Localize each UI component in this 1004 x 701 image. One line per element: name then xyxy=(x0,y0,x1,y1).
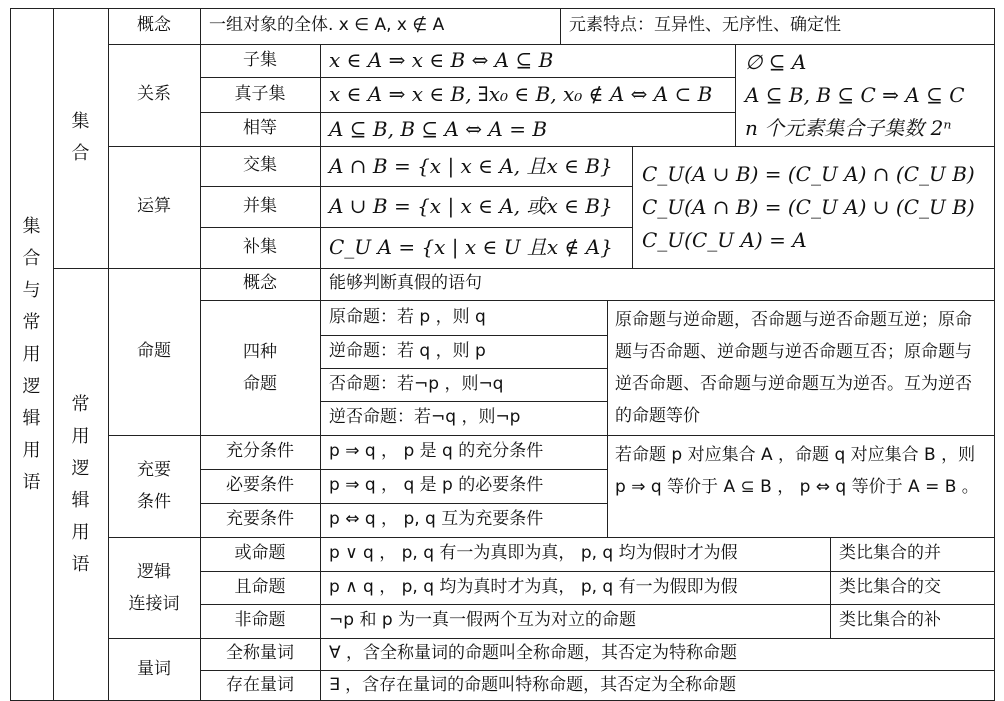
operation-note: C_U(A ∪ B) = (C_U A) ∩ (C_U B) xyxy=(642,161,975,186)
connective-text: p ∧ q ， p, q 均为真时才为真， p, q 有一为假即为假 xyxy=(329,576,738,597)
quantifier-text: ∀ ，含全称量词的命题叫全称命题，其否定为特称命题 xyxy=(329,643,738,664)
four-proposition: 否命题：若¬p ，则¬q xyxy=(329,373,504,394)
set-concept-label: 概念 xyxy=(137,15,171,36)
relation-name: 真子集 xyxy=(234,83,286,104)
relation-formula: A ⊆ B, B ⊆ A ⇔ A = B xyxy=(329,116,548,141)
operation-formula: C_U A = {x | x ∈ U 且x ∉ A} xyxy=(329,235,613,259)
condition-text: p ⇔ q ， p, q 互为充要条件 xyxy=(329,509,544,530)
connective-label-line: 逻辑 xyxy=(137,561,171,582)
relation-note: ∅ ⊆ A xyxy=(745,49,807,74)
outer-char: 常 xyxy=(22,311,41,333)
proposition-concept-label: 概念 xyxy=(243,273,277,294)
four-proposition: 逆否命题：若¬q ，则¬p xyxy=(329,407,521,428)
set-concept-definition: 一组对象的全体. x ∈ A, x ∉ A xyxy=(209,15,445,36)
outer-char: 辑 xyxy=(22,407,41,429)
section-char: 常 xyxy=(71,393,90,415)
condition-name: 必要条件 xyxy=(226,475,294,496)
outer-char: 语 xyxy=(22,471,41,493)
proposition-concept-text: 能够判断真假的语句 xyxy=(329,273,482,294)
condition-text: p ⇒ q ， q 是 p 的必要条件 xyxy=(329,475,544,496)
relation-name: 相等 xyxy=(243,118,277,139)
condition-name: 充分条件 xyxy=(226,441,294,462)
set-relation-label: 关系 xyxy=(137,84,171,105)
four-proposition-note: 原命题与逆命题，否命题与逆否命题互逆；原命题与否命题、逆命题与逆否命题互否；原命题与逆否命题、否命题与逆命题互为逆否。互为逆否的命题等价 xyxy=(615,310,972,426)
outer-char: 用 xyxy=(22,343,41,365)
outer-char: 集 xyxy=(22,215,41,237)
connective-name: 且命题 xyxy=(234,576,286,597)
section-char: 语 xyxy=(71,553,90,575)
connective-text: ¬p 和 p 为一真一假两个互为对立的命题 xyxy=(329,610,637,631)
outer-char: 逻 xyxy=(22,375,41,397)
outer-char: 合 xyxy=(22,247,41,269)
connective-note: 类比集合的交 xyxy=(839,576,941,597)
four-propositions-label xyxy=(200,300,320,435)
operation-formula: A ∩ B = {x | x ∈ A, 且x ∈ B} xyxy=(329,153,613,178)
quantifier-name: 全称量词 xyxy=(226,643,294,664)
operation-note: C_U(A ∩ B) = (C_U A) ∪ (C_U B) xyxy=(642,194,975,219)
connective-name: 非命题 xyxy=(234,610,286,631)
section-char: 合 xyxy=(71,143,90,164)
relation-notes xyxy=(735,44,994,146)
section-char: 用 xyxy=(71,521,90,543)
section-set-label xyxy=(53,8,108,268)
outer-char: 用 xyxy=(22,439,41,461)
relation-note: A ⊆ B, B ⊆ C ⇒ A ⊆ C xyxy=(745,82,965,107)
connective-note: 类比集合的并 xyxy=(839,543,941,564)
connective-note: 类比集合的补 xyxy=(839,610,941,631)
four-proposition: 原命题：若 p ，则 q xyxy=(329,306,486,327)
four-label-line: 命题 xyxy=(243,373,277,394)
relation-name: 子集 xyxy=(243,49,277,70)
operation-name: 交集 xyxy=(243,155,277,176)
condition-label xyxy=(108,435,200,537)
condition-label-line: 充要 xyxy=(137,460,171,480)
quantifier-label: 量词 xyxy=(137,658,171,679)
connective-text: p ∨ q ， p, q 有一为真即为真， p, q 均为假时才为假 xyxy=(329,543,738,564)
section-char: 辑 xyxy=(71,489,90,511)
condition-label-line: 条件 xyxy=(137,492,171,512)
relation-formula: x ∈ A ⇒ x ∈ B, ∃x₀ ∈ B, x₀ ∉ A ⇔ A ⊂ B xyxy=(329,82,713,106)
set-operation-label: 运算 xyxy=(137,196,171,217)
section-char: 集 xyxy=(71,111,90,132)
proposition-label: 命题 xyxy=(137,340,171,361)
operation-note: C_U(C_U A) = A xyxy=(642,227,807,252)
four-proposition: 逆命题：若 q ，则 p xyxy=(329,340,486,361)
quantifier-text: ∃ ，含存在量词的命题叫特称命题，其否定为全称命题 xyxy=(329,674,737,695)
connective-label xyxy=(108,537,200,638)
operation-formula: A ∪ B = {x | x ∈ A, 或x ∈ B} xyxy=(329,194,613,218)
condition-text: p ⇒ q ， p 是 q 的充分条件 xyxy=(329,441,544,462)
connective-name: 或命题 xyxy=(234,543,286,564)
outer-char: 与 xyxy=(22,279,41,301)
condition-note: 若命题 p 对应集合 A ，命题 q 对应集合 B ，则 p ⇒ q 等价于 A ⊆ B ， p ⇔ q 等价于 A = B 。 xyxy=(615,445,979,497)
operation-notes xyxy=(632,146,994,268)
section-char: 用 xyxy=(71,425,90,447)
section-char: 逻 xyxy=(71,457,90,479)
relation-note: n 个元素集合子集数 2ⁿ xyxy=(745,115,952,140)
connective-label-line: 连接词 xyxy=(128,593,180,614)
four-label-line: 四种 xyxy=(243,341,277,362)
operation-name: 补集 xyxy=(243,236,277,257)
outer-label xyxy=(10,8,53,701)
relation-formula: x ∈ A ⇒ x ∈ B ⇔ A ⊆ B xyxy=(329,48,554,72)
condition-name: 充要条件 xyxy=(226,509,294,530)
set-element-features: 元素特点：互异性、无序性、确定性 xyxy=(569,15,841,36)
quantifier-name: 存在量词 xyxy=(226,674,294,695)
section-logic-label xyxy=(53,268,108,701)
operation-name: 并集 xyxy=(243,195,277,216)
